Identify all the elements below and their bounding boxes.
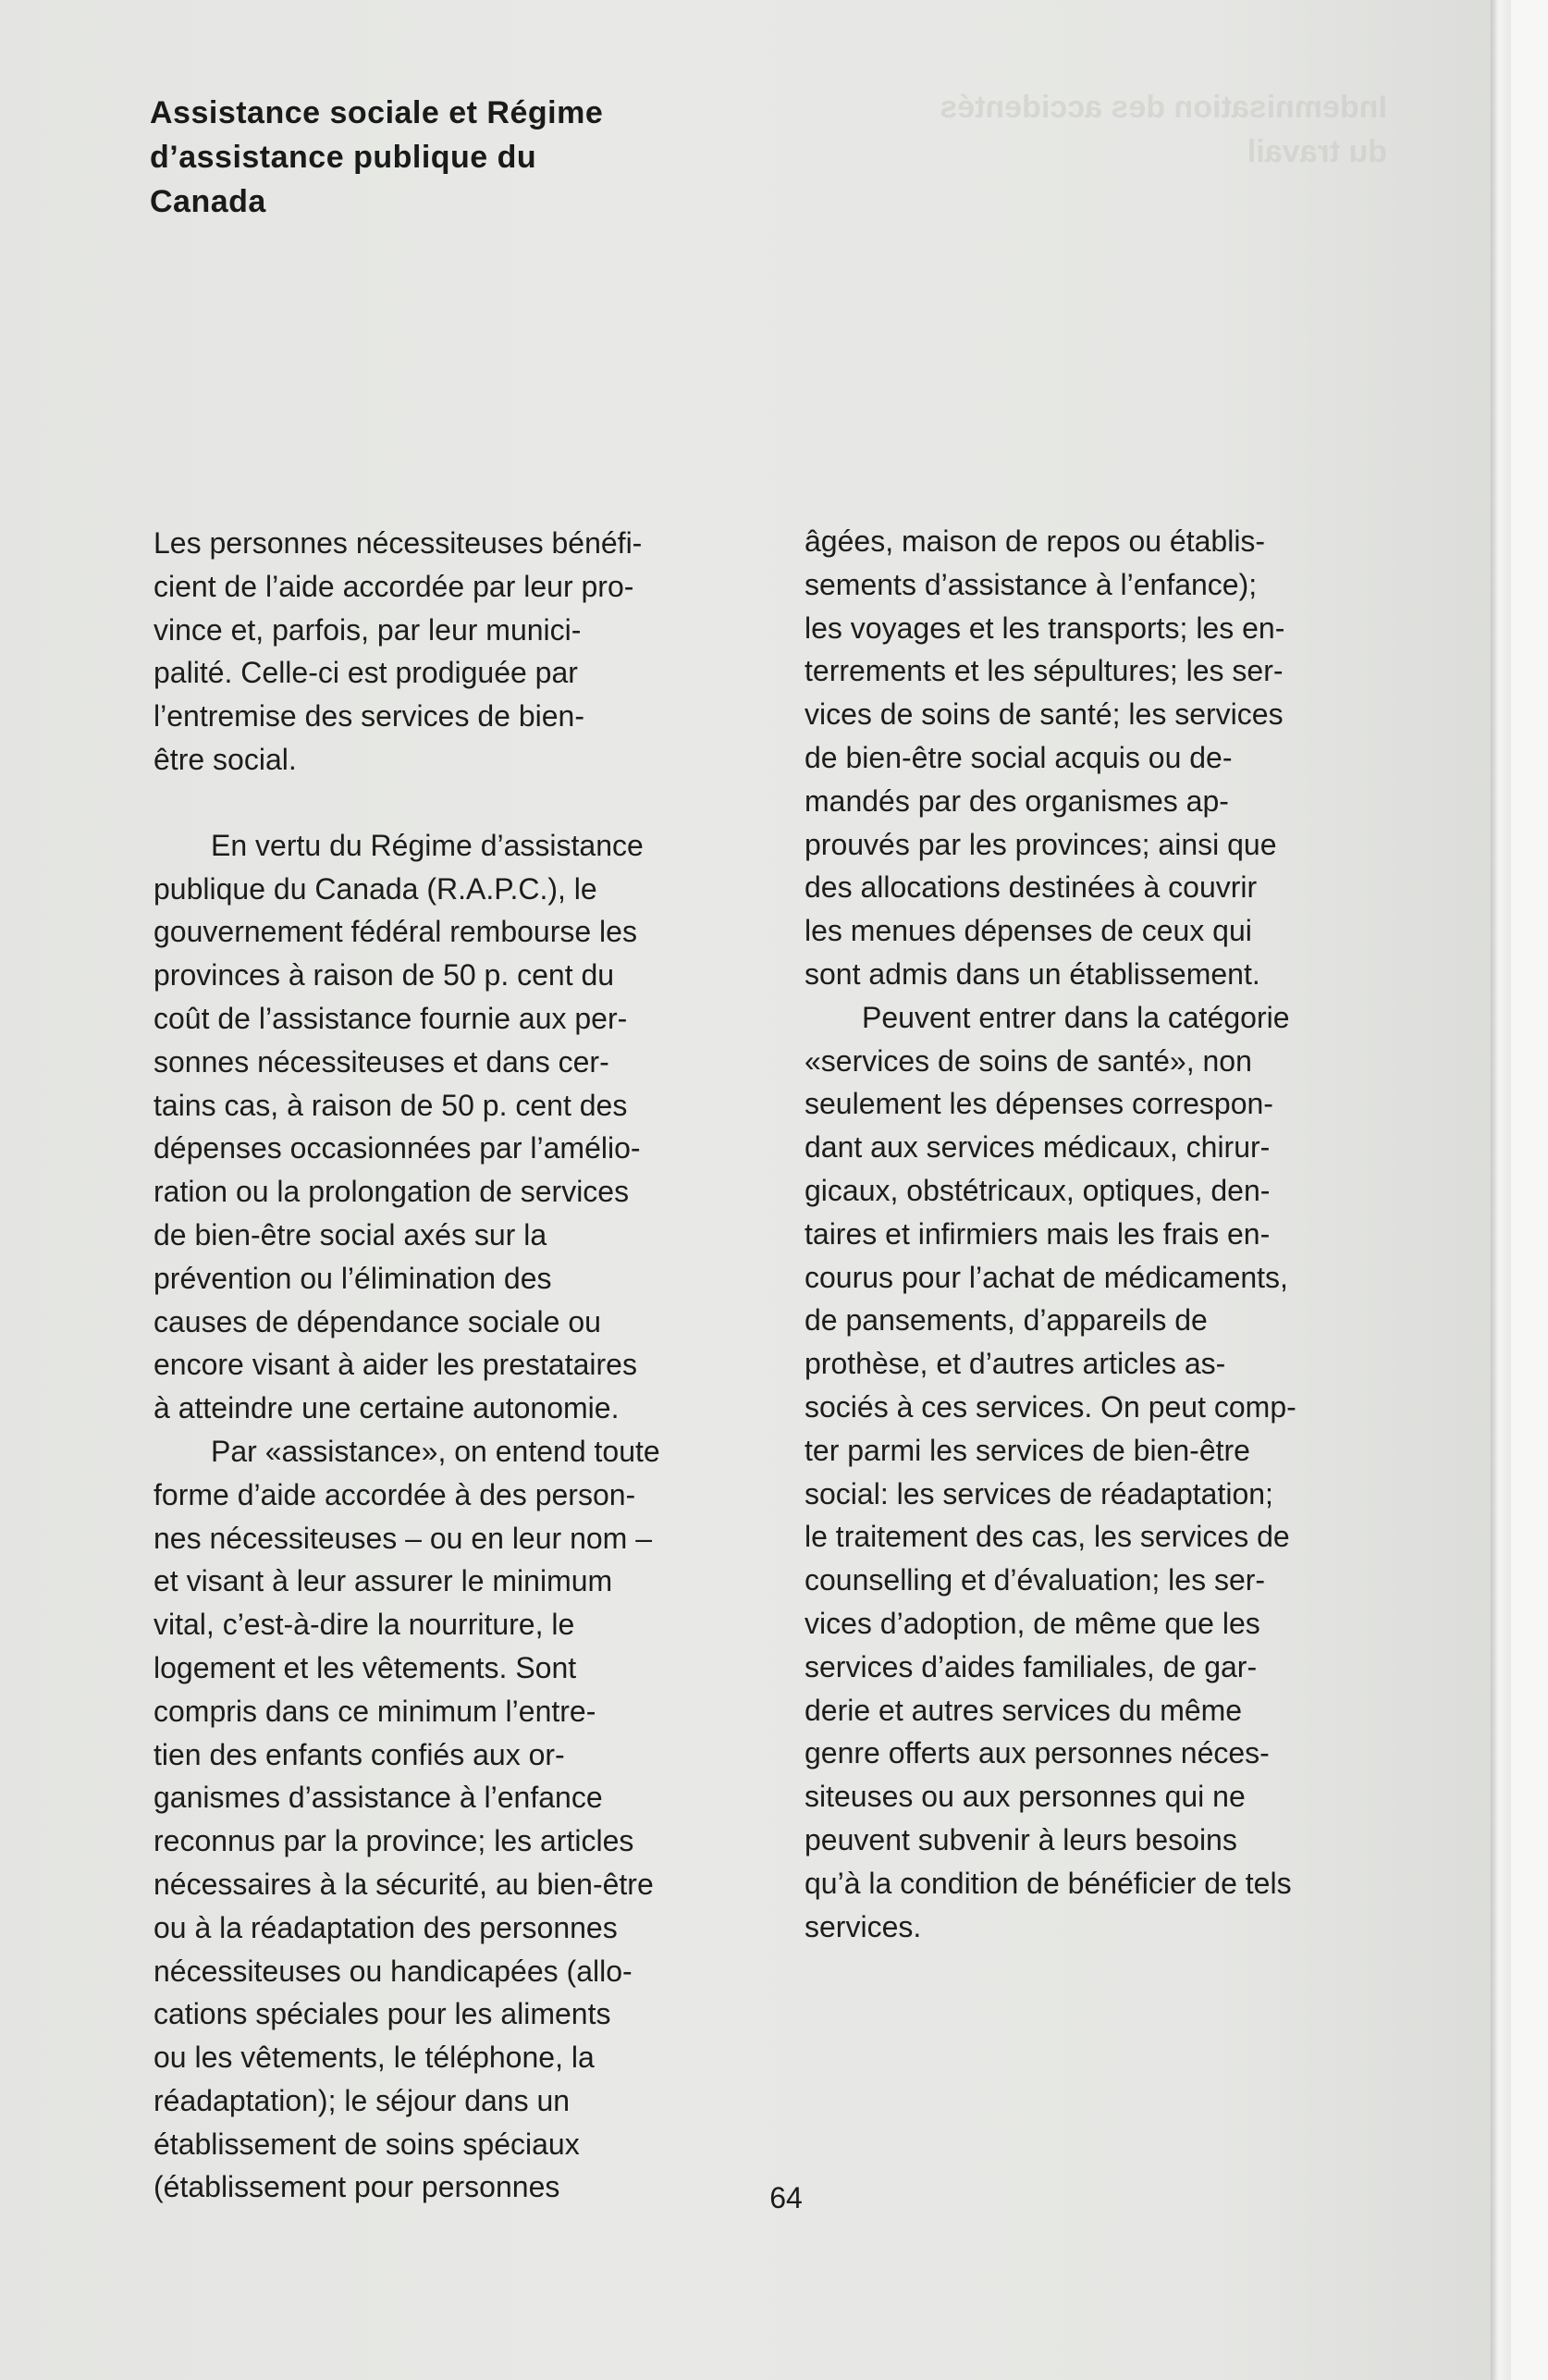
text-line: prouvés par les provinces; ainsi que (805, 827, 1277, 861)
text-line: counselling et d’évaluation; les ser- (805, 1563, 1266, 1597)
text-line: dant aux services médicaux, chirur- (805, 1130, 1271, 1165)
text-line: causes de dépendance sociale ou (154, 1304, 601, 1338)
paragraph (154, 1430, 782, 2209)
text-line: services. (805, 1909, 922, 1943)
text-line: être social. (154, 742, 297, 776)
text-line: seulement les dépenses correspon- (805, 1087, 1273, 1121)
text-line: Peuvent entrer dans la catégorie (862, 1000, 1290, 1034)
text-line: réadaptation); le séjour dans un (154, 2083, 571, 2117)
text-line: logement et les vêtements. Sont (154, 1650, 577, 1684)
text-line: courus pour l’achat de médicaments, (805, 1260, 1288, 1294)
text-line: ration ou la prolongation de services (154, 1175, 630, 1209)
text-line: sont admis dans un établissement. (805, 956, 1260, 991)
text-line: nécessiteuses ou handicapées (allo- (154, 1954, 633, 1988)
text-line: publique du Canada (R.A.P.C.), le (154, 871, 597, 906)
text-line: gicaux, obstétricaux, optiques, den- (805, 1173, 1271, 1207)
page-edge-shadow (1491, 0, 1511, 2380)
text-line: sonnes nécessiteuses et dans cer- (154, 1044, 609, 1079)
text-line: établissement de soins spéciaux (154, 2127, 580, 2161)
text-line: ou à la réadaptation des personnes (154, 1910, 618, 1944)
text-line: dépenses occasionnées par l’amélio- (154, 1131, 641, 1165)
text-line: sements d’assistance à l’enfance); (805, 567, 1258, 601)
right-column (805, 520, 1470, 1948)
text-line: de pansements, d’appareils de (805, 1303, 1208, 1338)
text-line: à atteindre une certaine autonomie. (154, 1391, 620, 1425)
text-line: reconnus par la province; les articles (154, 1824, 634, 1858)
text-line: vince et, parfois, par leur munici- (154, 612, 582, 647)
heading-line: d’assistance publique du (150, 140, 537, 175)
text-line: genre offerts aux personnes néces- (805, 1736, 1270, 1770)
text-line: âgées, maison de repos ou établis- (805, 524, 1266, 558)
text-line: tien des enfants confiés aux or- (154, 1737, 565, 1771)
text-line: encore visant à aider les prestataires (154, 1348, 637, 1382)
bleed-through-title (795, 85, 1387, 174)
text-line: de bien-être social axés sur la (154, 1217, 547, 1252)
text-line: derie et autres services du même (805, 1693, 1243, 1727)
text-line: les menues dépenses de ceux qui (805, 914, 1252, 948)
text-line: vices de soins de santé; les services (805, 697, 1284, 732)
paragraph (805, 996, 1470, 1949)
text-line: l’entremise des services de bien- (154, 699, 584, 734)
paragraph (154, 824, 782, 1430)
bleed-through-line: Indemnisation des accidentés (940, 90, 1387, 125)
paragraph-gap (154, 782, 782, 824)
heading-line: Canada (150, 184, 266, 219)
heading-line: Assistance sociale et Régime (150, 95, 604, 130)
text-line: et visant à leur assurer le minimum (154, 1564, 613, 1598)
section-heading (150, 91, 742, 224)
text-line: terrements et les sépultures; les ser- (805, 654, 1284, 688)
text-line: des allocations destinées à couvrir (805, 870, 1258, 905)
text-line: peuvent subvenir à leurs besoins (805, 1822, 1237, 1856)
text-line: vices d’adoption, de même que les (805, 1606, 1260, 1640)
text-line: coût de l’assistance fournie aux per- (154, 1001, 628, 1035)
text-line: palité. Celle-ci est prodiguée par (154, 656, 578, 690)
text-line: le traitement des cas, les services de (805, 1520, 1290, 1554)
text-line: «services de soins de santé», non (805, 1043, 1252, 1078)
text-line: tains cas, à raison de 50 p. cent des (154, 1088, 628, 1122)
text-line: Par «assistance», on entend toute (211, 1434, 660, 1468)
text-line: ganismes d’assistance à l’enfance (154, 1781, 603, 1815)
text-line: Les personnes nécessiteuses bénéfi- (154, 526, 643, 560)
text-line: siteuses ou aux personnes qui ne (805, 1780, 1246, 1814)
text-line: cient de l’aide accordée par leur pro- (154, 569, 634, 603)
bleed-through-line: du travail (1247, 134, 1387, 169)
text-line: taires et infirmiers mais les frais en- (805, 1216, 1271, 1251)
text-line: les voyages et les transports; les en- (805, 610, 1285, 645)
text-line: vital, c’est-à-dire la nourriture, le (154, 1608, 575, 1642)
left-column (154, 522, 782, 2209)
text-line: sociés à ces services. On peut comp- (805, 1389, 1296, 1424)
text-line: ter parmi les services de bien-être (805, 1433, 1250, 1467)
paragraph (805, 520, 1470, 996)
text-line: En vertu du Régime d’assistance (211, 828, 644, 862)
text-line: services d’aides familiales, de gar- (805, 1649, 1258, 1683)
text-line: cations spéciales pour les aliments (154, 1997, 611, 2031)
paragraph (154, 522, 782, 782)
text-line: prothèse, et d’autres articles as- (805, 1347, 1226, 1381)
text-line: mandés par des organismes ap- (805, 783, 1229, 818)
text-line: nes nécessiteuses – ou en leur nom – (154, 1521, 652, 1555)
page-number: 64 (769, 2181, 803, 2214)
next-page-edge (1511, 0, 1548, 2380)
text-line: nécessaires à la sécurité, au bien-être (154, 1867, 654, 1901)
text-line: provinces à raison de 50 p. cent du (154, 958, 615, 993)
text-line: gouvernement fédéral rembourse les (154, 915, 637, 949)
text-line: qu’à la condition de bénéficier de tels (805, 1866, 1292, 1900)
text-line: forme d’aide accordée à des person- (154, 1477, 636, 1511)
text-line: ou les vêtements, le téléphone, la (154, 2041, 595, 2075)
text-line: social: les services de réadaptation; (805, 1476, 1273, 1511)
text-line: (établissement pour personnes (154, 2170, 560, 2204)
text-line: de bien-être social acquis ou de- (805, 740, 1233, 774)
text-line: prévention ou l’élimination des (154, 1261, 552, 1295)
text-line: compris dans ce minimum l’entre- (154, 1694, 596, 1728)
